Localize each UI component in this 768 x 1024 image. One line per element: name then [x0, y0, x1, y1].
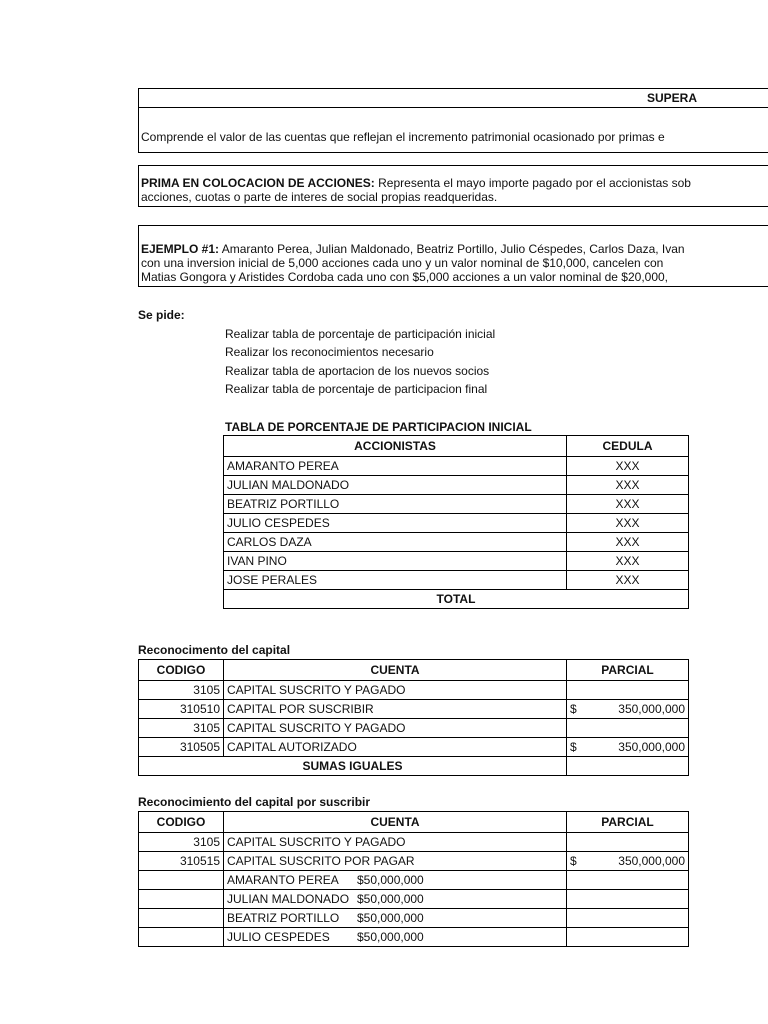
account-name: CAPITAL SUSCRITO Y PAGADO [224, 719, 567, 738]
column-header-parcial: PARCIAL [567, 812, 689, 833]
detail-value: $50,000,000 [357, 892, 424, 906]
example-label: EJEMPLO #1: [141, 242, 220, 256]
partial-amount [567, 738, 689, 757]
tasks-heading: Se pide: [138, 308, 185, 322]
empty-code [139, 871, 224, 890]
cedula-cell: XXX [567, 457, 689, 476]
description-box [138, 107, 768, 153]
table-row [139, 852, 689, 871]
account-code: 310510 [139, 700, 224, 719]
table-row [224, 457, 689, 476]
partial-amount [567, 833, 689, 852]
partial-amount [567, 700, 689, 719]
detail-cell [224, 909, 567, 928]
column-header-codigo: CODIGO [139, 812, 224, 833]
account-code: 3105 [139, 719, 224, 738]
detail-name: AMARANTO PEREA [227, 873, 339, 887]
column-header-accionistas: ACCIONISTAS [224, 436, 567, 457]
example-line-2: con una inversion inicial de 5,000 acciones cada uno y un valor nominal de $10,000, cancelen con [141, 256, 664, 270]
cedula-cell: XXX [567, 514, 689, 533]
cedula-cell: XXX [567, 533, 689, 552]
empty-amount [567, 890, 689, 909]
prima-line-1 [141, 176, 691, 190]
currency-symbol: $ [570, 740, 577, 754]
title-box [138, 88, 768, 108]
column-header-cedula: CEDULA [567, 436, 689, 457]
detail-name: JULIAN MALDONADO [227, 892, 350, 906]
task-item: Realizar los reconocimientos necesario [225, 345, 434, 359]
capital-table-title: Reconocimento del capital [138, 643, 291, 657]
table-header-row [224, 436, 689, 457]
table-row [224, 571, 689, 590]
shareholder-name: BEATRIZ PORTILLO [224, 495, 567, 514]
table-row [139, 681, 689, 700]
participation-table [223, 435, 689, 609]
table-row [224, 533, 689, 552]
task-item: Realizar tabla de porcentaje de participacion final [225, 382, 488, 396]
shareholder-name: JULIAN MALDONADO [224, 476, 567, 495]
table-row [224, 552, 689, 571]
column-header-cuenta: CUENTA [224, 660, 567, 681]
subscribe-table [138, 811, 689, 947]
table-header-row [139, 812, 689, 833]
prima-text-1: Representa el mayo importe pagado por el accionistas sob [378, 176, 691, 190]
account-code: 310515 [139, 852, 224, 871]
partial-amount [567, 852, 689, 871]
table-row [139, 738, 689, 757]
subscribe-table-title: Reconocimiento del capital por suscribir [138, 795, 371, 809]
amount-value: 350,000,000 [618, 740, 685, 754]
sum-row [139, 757, 689, 776]
amount-value: 350,000,000 [618, 702, 685, 716]
table-row [224, 514, 689, 533]
detail-value: $50,000,000 [357, 911, 424, 925]
shareholder-name: JOSE PERALES [224, 571, 567, 590]
prima-term: PRIMA EN COLOCACION DE ACCIONES: [141, 176, 375, 190]
detail-cell [224, 890, 567, 909]
sum-amount [567, 757, 689, 776]
account-name: CAPITAL SUSCRITO Y PAGADO [224, 833, 567, 852]
table-row [139, 700, 689, 719]
capital-table [138, 659, 689, 776]
detail-row [139, 928, 689, 947]
currency-symbol: $ [570, 854, 577, 868]
column-header-parcial: PARCIAL [567, 660, 689, 681]
detail-cell [224, 928, 567, 947]
detail-row [139, 871, 689, 890]
task-item: Realizar tabla de aportacion de los nuevos socios [225, 364, 490, 378]
empty-amount [567, 909, 689, 928]
detail-name: JULIO CESPEDES [227, 930, 330, 944]
example-line-3: Matias Gongora y Aristides Cordoba cada uno con $5,000 acciones a un valor nominal de $20,000, [141, 270, 669, 284]
partial-amount [567, 681, 689, 700]
account-code: 3105 [139, 833, 224, 852]
task-item: Realizar tabla de porcentaje de participación inicial [225, 327, 496, 341]
detail-value: $50,000,000 [357, 930, 424, 944]
empty-amount [567, 871, 689, 890]
detail-value: $50,000,000 [357, 873, 424, 887]
column-header-cuenta: CUENTA [224, 812, 567, 833]
table-row [224, 476, 689, 495]
example-text-1: Amaranto Perea, Julian Maldonado, Beatriz Portillo, Julio Céspedes, Carlos Daza, Ivan [221, 242, 685, 256]
shareholder-name: JULIO CESPEDES [224, 514, 567, 533]
account-name: CAPITAL AUTORIZADO [224, 738, 567, 757]
description-text: Comprende el valor de las cuentas que reflejan el incremento patrimonial ocasionado por primas e [141, 130, 665, 144]
empty-amount [567, 928, 689, 947]
column-header-codigo: CODIGO [139, 660, 224, 681]
total-row [224, 590, 689, 609]
partial-amount [567, 719, 689, 738]
account-name: CAPITAL SUSCRITO Y PAGADO [224, 681, 567, 700]
total-label: TOTAL [224, 590, 689, 609]
detail-name: BEATRIZ PORTILLO [227, 911, 340, 925]
table-row [139, 719, 689, 738]
example-line-1 [141, 242, 685, 256]
participation-table-title: TABLA DE PORCENTAJE DE PARTICIPACION INICIAL [225, 420, 532, 434]
table-row [224, 495, 689, 514]
detail-row [139, 909, 689, 928]
account-name: CAPITAL POR SUSCRIBIR [224, 700, 567, 719]
detail-cell [224, 871, 567, 890]
cedula-cell: XXX [567, 552, 689, 571]
shareholder-name: CARLOS DAZA [224, 533, 567, 552]
empty-code [139, 909, 224, 928]
page-title: SUPERA [647, 91, 698, 105]
example-box [138, 225, 768, 287]
account-code: 3105 [139, 681, 224, 700]
cedula-cell: XXX [567, 571, 689, 590]
prima-box [138, 165, 768, 207]
shareholder-name: IVAN PINO [224, 552, 567, 571]
detail-row [139, 890, 689, 909]
cedula-cell: XXX [567, 476, 689, 495]
currency-symbol: $ [570, 702, 577, 716]
account-name: CAPITAL SUSCRITO POR PAGAR [224, 852, 567, 871]
table-row [139, 833, 689, 852]
cedula-cell: XXX [567, 495, 689, 514]
prima-line-2: acciones, cuotas o parte de interes de social propias readqueridas. [141, 190, 498, 204]
empty-code [139, 928, 224, 947]
sum-label: SUMAS IGUALES [139, 757, 567, 776]
empty-code [139, 890, 224, 909]
table-header-row [139, 660, 689, 681]
amount-value: 350,000,000 [618, 854, 685, 868]
account-code: 310505 [139, 738, 224, 757]
shareholder-name: AMARANTO PEREA [224, 457, 567, 476]
